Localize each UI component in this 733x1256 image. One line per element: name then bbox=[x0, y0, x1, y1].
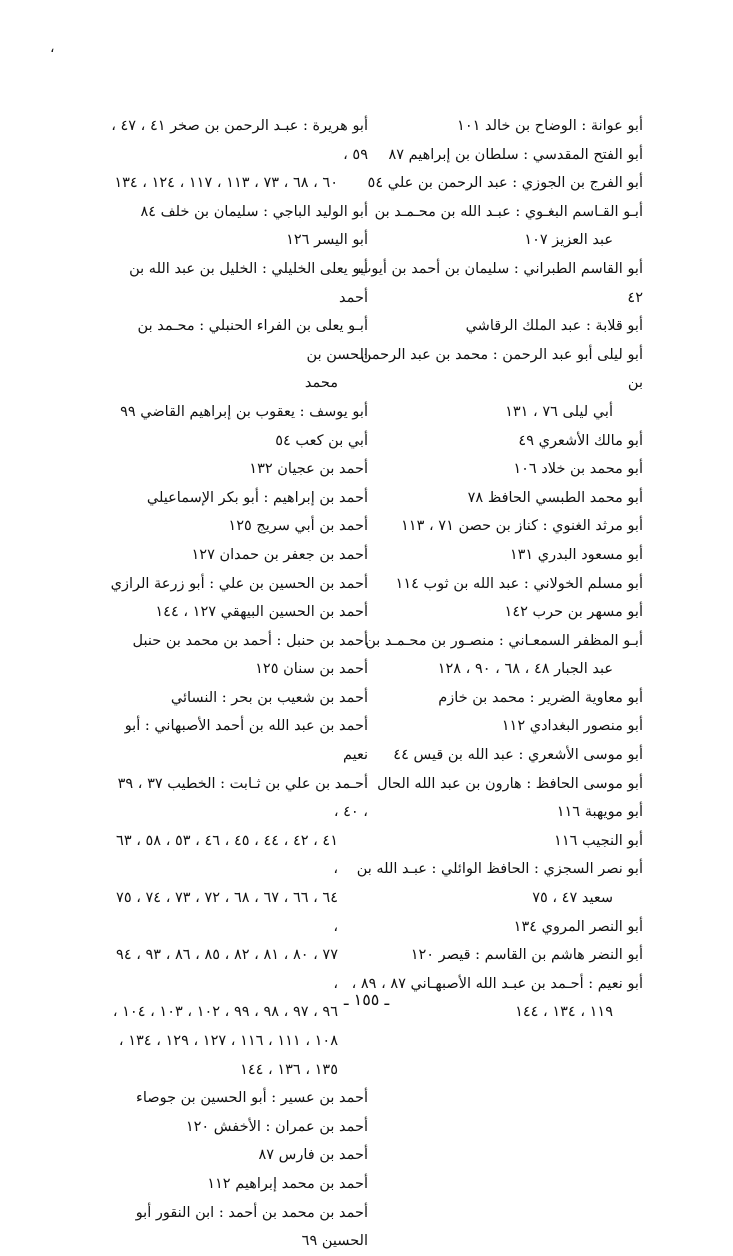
index-entry-text: أبو عوانة : الوضاح بن خالد ١٠١ bbox=[457, 118, 643, 134]
index-entry bbox=[110, 655, 368, 684]
index-entry bbox=[348, 341, 643, 427]
index-entry bbox=[348, 798, 643, 827]
index-entry bbox=[348, 627, 643, 684]
index-entry-continuation: ٦٠ ، ٦٨ ، ٧٣ ، ١١٣ ، ١١٧ ، ١٢٤ ، ١٣٤ bbox=[114, 175, 338, 192]
index-entry-text: أبو مويهبة ١١٦ bbox=[556, 804, 643, 821]
index-entry bbox=[348, 855, 643, 912]
index-entry bbox=[110, 1170, 368, 1199]
index-entry-text: أحمد بن عمران : الأخفش ١٢٠ bbox=[185, 1118, 368, 1135]
index-entry bbox=[348, 770, 643, 799]
index-entry-text: أبو معاوية الضرير : محمد بن خازم bbox=[438, 689, 643, 706]
index-entry bbox=[348, 913, 643, 942]
index-entry-text: أبو هريرة : عبـد الرحمن بن صخر ٤١ ، ٤٧ ، ٥٩ ، bbox=[111, 118, 368, 163]
index-entry-text: أبـو يعلى بن الفراء الحنبلي : محـمد بن الحسن بن bbox=[137, 318, 368, 363]
index-entry bbox=[110, 570, 368, 599]
index-entry-text: أبو محمد الطبسي الحافظ ٧٨ bbox=[467, 489, 643, 506]
index-entry bbox=[110, 712, 368, 769]
index-entry bbox=[110, 312, 368, 398]
index-entry bbox=[110, 512, 368, 541]
index-entry-text: أبو محمد بن خلاد ١٠٦ bbox=[513, 461, 643, 478]
index-entry-text: أبو موسى الحافظ : هارون بن عبد الله الحال bbox=[377, 775, 643, 792]
index-entry bbox=[110, 684, 368, 713]
index-entry bbox=[110, 770, 368, 1085]
index-entry-continuation: ٤١ ، ٤٢ ، ٤٤ ، ٤٥ ، ٤٦ ، ٥٣ ، ٥٨ ، ٦٣ ، bbox=[116, 832, 338, 878]
index-entry bbox=[110, 455, 368, 484]
index-entry bbox=[110, 598, 368, 627]
index-entry-continuation: سعيد ٤٧ ، ٧٥ bbox=[532, 890, 613, 907]
index-entry bbox=[348, 112, 643, 141]
index-entry bbox=[348, 255, 643, 312]
index-entry bbox=[110, 484, 368, 513]
index-entry-text: أبو موسى الأشعري : عبد الله بن قيس ٤٤ bbox=[393, 747, 643, 764]
index-entry-text: أبو مسهر بن حرب ١٤٢ bbox=[504, 604, 643, 621]
index-entry-text: أبو مسلم الخولاني : عبد الله بن ثوب ١١٤ bbox=[395, 575, 643, 592]
index-entry-continuation: ١٣٥ ، ١٣٦ ، ١٤٤ bbox=[240, 1061, 338, 1078]
index-entry-text: أحمد بن عسير : أبو الحسين بن جوصاء bbox=[136, 1090, 368, 1107]
index-entry-text: أحمد بن محمد بن أحمد : ابن النقور أبو الحسين ٦٩ bbox=[135, 1204, 368, 1250]
index-entry-text: أبو اليسر ١٢٦ bbox=[286, 232, 368, 249]
index-entry bbox=[348, 741, 643, 770]
index-entry-text: أبو مرثد الغنوي : كناز بن حصن ٧١ ، ١١٣ bbox=[401, 518, 643, 535]
index-entry-text: أحمد بن محمد إبراهيم ١١٢ bbox=[207, 1175, 368, 1192]
index-entry-text: أبو منصور البغدادي ١١٢ bbox=[501, 718, 643, 735]
index-entry-continuation: ٩٦ ، ٩٧ ، ٩٨ ، ٩٩ ، ١٠٢ ، ١٠٣ ، ١٠٤ ، bbox=[112, 1004, 338, 1021]
corner-mark: ، bbox=[50, 40, 55, 56]
index-entry bbox=[348, 512, 643, 541]
index-entry-continuation: عبد العزيز ١٠٧ bbox=[524, 232, 613, 249]
index-entry-continuation: ٦٤ ، ٦٦ ، ٦٧ ، ٦٨ ، ٧٢ ، ٧٣ ، ٧٤ ، ٧٥ ، bbox=[116, 890, 338, 935]
index-entry-continuation: أبي ليلى ٧٦ ، ١٣١ bbox=[505, 403, 613, 420]
index-entry-text: أبو ليلى أبو عبد الرحمن : محمد بن عبد الرحمن بن bbox=[360, 346, 643, 392]
index-entry bbox=[110, 427, 368, 456]
index-entry bbox=[348, 941, 643, 970]
index-entry bbox=[110, 255, 368, 312]
index-entry bbox=[348, 827, 643, 856]
index-entry bbox=[348, 484, 643, 513]
index-entry-text: أحـمد بن علي بن ثـابت : الخطيب ٣٧ ، ٣٩ ، ٤٠ ، bbox=[117, 775, 368, 821]
index-entry bbox=[348, 598, 643, 627]
index-entry-text: أحمد بن جعفر بن حمدان ١٢٧ bbox=[191, 546, 368, 563]
index-entry bbox=[348, 684, 643, 713]
index-entry bbox=[110, 627, 368, 656]
index-entry-text: أحمد بن عبد الله بن أحمد الأصبهاني : أبو نعيم bbox=[124, 718, 368, 764]
index-entry-continuation: محمد bbox=[304, 375, 338, 392]
index-entry bbox=[110, 541, 368, 570]
index-entry-text: أبو القاسم الطبراني : سليمان بن أحمد بن أيوب ٤٢ bbox=[357, 260, 643, 306]
index-entry-text: أحمد بن عجيان ١٣٢ bbox=[249, 461, 368, 478]
index-entry-text: أحمد بن الحسين بن علي : أبو زرعة الرازي bbox=[110, 575, 368, 592]
index-entry-continuation: ١٠٨ ، ١١١ ، ١١٦ ، ١٢٧ ، ١٢٩ ، ١٣٤ ، bbox=[118, 1033, 338, 1049]
index-entry-text: أبو النجيب ١١٦ bbox=[554, 832, 643, 849]
index-column-right bbox=[348, 112, 643, 1027]
index-entry-text: أبو يوسف : يعقوب بن إبراهيم القاضي ٩٩ bbox=[120, 403, 368, 420]
index-entry-continuation: ٧٧ ، ٨٠ ، ٨١ ، ٨٢ ، ٨٥ ، ٨٦ ، ٩٣ ، ٩٤ ، bbox=[116, 947, 338, 992]
index-entry bbox=[110, 226, 368, 255]
index-entry bbox=[348, 712, 643, 741]
index-entry bbox=[110, 112, 368, 198]
index-entry bbox=[348, 198, 643, 255]
index-entry-text: أحمد بن شعيب بن بحر : النسائي bbox=[170, 689, 368, 706]
index-entry-text: أبو نعيم : أحـمد بن عبـد الله الأصبهـاني ٨٧ ، ٨٩ ، bbox=[351, 975, 643, 992]
index-entry bbox=[348, 312, 643, 341]
index-entry bbox=[110, 198, 368, 227]
index-entry-text: أحمد بن حنبل : أحمد بن محمد بن حنبل bbox=[132, 632, 368, 649]
page-number: ـ ١٥٥ ـ bbox=[343, 990, 390, 1009]
index-entry-continuation: ١١٩ ، ١٣٤ ، ١٤٤ bbox=[515, 1004, 613, 1021]
index-entry-text: أبو مالك الأشعري ٤٩ bbox=[518, 432, 643, 449]
index-entry bbox=[110, 1113, 368, 1142]
index-entry-continuation: عبد الجبار ٤٨ ، ٦٨ ، ٩٠ ، ١٢٨ bbox=[437, 661, 613, 678]
index-entry bbox=[110, 1199, 368, 1256]
index-entry-text: أبو قلابة : عبد الملك الرقاشي bbox=[465, 318, 643, 335]
index-entry bbox=[110, 1141, 368, 1170]
index-entry bbox=[348, 570, 643, 599]
index-entry-text: أبو مسعود البدري ١٣١ bbox=[509, 546, 643, 563]
index-entry bbox=[348, 455, 643, 484]
index-entry-text: أبي بن كعب ٥٤ bbox=[275, 432, 368, 449]
index-entry-text: أبـو القـاسم البغـوي : عبـد الله بن محـمـد بن bbox=[374, 203, 643, 220]
index-entry-text: أبو الوليد الباجي : سليمان بن خلف ٨٤ bbox=[140, 203, 368, 220]
index-entry-text: أحمد بن فارس ٨٧ bbox=[258, 1147, 368, 1164]
index-entry-text: أحمد بن أبي سريج ١٢٥ bbox=[228, 518, 368, 535]
index-entry-text: أحمد بن سنان ١٢٥ bbox=[255, 661, 368, 678]
index-entry-text: أبو يعلى الخليلي : الخليل بن عبد الله بن أحمد bbox=[129, 260, 368, 306]
index-entry-text: أبو النصر المروي ١٣٤ bbox=[513, 918, 643, 935]
index-entry bbox=[348, 541, 643, 570]
index-entry-text: أبـو المظفر السمعـاني : منصـور بن محـمـد بن bbox=[365, 632, 643, 649]
index-column-left bbox=[110, 112, 368, 1256]
index-entry-text: أحمد بن إبراهيم : أبو بكر الإسماعيلي bbox=[146, 489, 368, 506]
index-entry-text: أحمد بن الحسين البيهقي ١٢٧ ، ١٤٤ bbox=[155, 604, 368, 621]
index-entry bbox=[348, 141, 643, 170]
index-entry-text: أبو الفتح المقدسي : سلطان بن إبراهيم ٨٧ bbox=[388, 146, 643, 163]
index-entry bbox=[348, 169, 643, 198]
index-entry bbox=[348, 427, 643, 456]
index-entry bbox=[110, 398, 368, 427]
index-entry-text: أبو الفرج بن الجوزي : عبد الرحمن بن علي ٥٤ bbox=[367, 175, 643, 192]
index-entry bbox=[110, 1084, 368, 1113]
index-entry-text: أبو نصر السجزي : الحافظ الوائلي : عبـد الله بن bbox=[356, 861, 643, 878]
index-entry-text: أبو النضر هاشم بن القاسم : قيصر ١٢٠ bbox=[410, 947, 643, 964]
